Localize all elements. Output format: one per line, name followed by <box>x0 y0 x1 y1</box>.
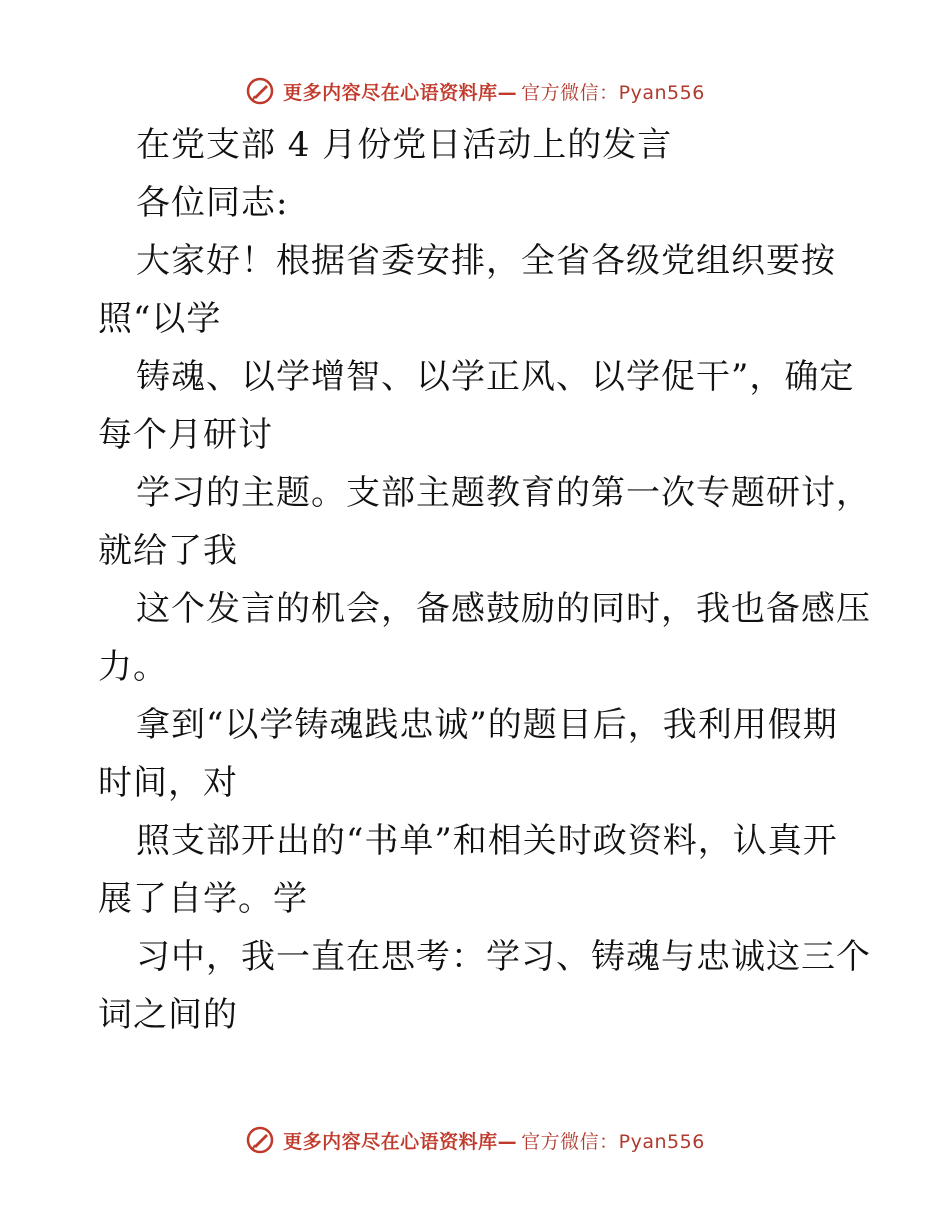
watermark-wechat-text: 官方微信：Pyan556 <box>521 81 705 104</box>
quill-logo-icon <box>245 76 275 106</box>
text-line: 展了自学。学 <box>98 879 308 919</box>
document-body <box>98 116 871 1044</box>
text-line: 学习的主题。支部主题教育的第一次专题研讨， <box>136 473 871 513</box>
text-line: 每个月研讨 <box>98 415 273 455</box>
text-line: 照支部开出的“书单”和相关时政资料，认真开 <box>136 821 838 861</box>
text-line: 各位同志: <box>136 183 289 223</box>
footer-watermark <box>0 1120 950 1160</box>
text-line: 就给了我 <box>98 531 238 571</box>
text-line: 照“以学 <box>98 299 222 339</box>
watermark-site-text: 更多内容尽在心语资料库— <box>283 81 518 104</box>
text-line: 大家好！根据省委安排，全省各级党组织要按 <box>136 241 836 281</box>
quill-logo-icon <box>245 1125 275 1155</box>
text-line: 铸魂、以学增智、以学正风、以学促干”，确定 <box>136 357 855 397</box>
text-line: 时间，对 <box>98 763 238 803</box>
header-watermark <box>0 71 950 111</box>
watermark-site-text: 更多内容尽在心语资料库— <box>283 1130 518 1153</box>
watermark-wechat-text: 官方微信：Pyan556 <box>521 1130 705 1153</box>
text-line: 习中，我一直在思考：学习、铸魂与忠诚这三个 <box>136 937 871 977</box>
text-line: 在党支部 4 月份党日活动上的发言 <box>136 125 673 165</box>
text-line: 拿到“以学铸魂践忠诚”的题目后，我利用假期 <box>136 705 838 745</box>
text-line: 力。 <box>98 647 168 687</box>
text-line: 词之间的 <box>98 995 238 1035</box>
text-line: 这个发言的机会，备感鼓励的同时，我也备感压 <box>136 589 871 629</box>
